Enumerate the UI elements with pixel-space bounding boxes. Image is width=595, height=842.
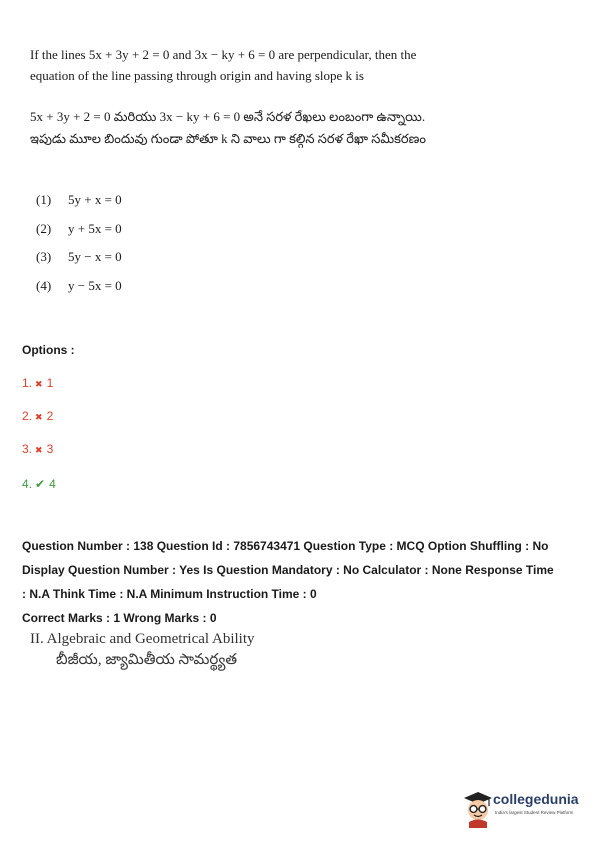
choice-number: (4)	[36, 278, 52, 293]
option-label: 1	[46, 376, 54, 390]
choice-number: (1)	[36, 192, 52, 207]
choice-text: y + 5x = 0	[68, 221, 122, 236]
logo-wordmark: collegedunia	[493, 791, 579, 807]
options-heading: Options :	[22, 343, 75, 357]
logo-tagline: India's largest Student Review Platform	[495, 810, 574, 815]
choice-3	[36, 249, 122, 265]
option-number: 3.	[22, 442, 33, 456]
question-metadata	[22, 534, 582, 630]
choice-number: (3)	[36, 249, 52, 264]
meta-line-3: : N.A Think Time : N.A Minimum Instruction Time : 0	[22, 587, 317, 601]
cross-icon: ✖	[35, 445, 43, 455]
meta-line-2: Display Question Number : Yes Is Question Mandatory : No Calculator : None Response Time	[22, 563, 554, 577]
student-avatar-icon	[461, 788, 495, 828]
check-icon: ✔	[35, 477, 46, 491]
section-title-english: II. Algebraic and Geometrical Ability	[30, 631, 255, 647]
option-number: 2.	[22, 409, 33, 423]
choice-text: y − 5x = 0	[68, 278, 122, 293]
question-english: If the lines 5x + 3y + 2 = 0 and 3x − ky + 6 = 0 are perpendicular, then the equation of the line passing through origin and having slope k is	[30, 47, 417, 83]
option-number: 4.	[22, 477, 33, 491]
option-number: 1.	[22, 376, 33, 390]
option-label: 3	[46, 442, 54, 456]
section-title-telugu: బీజీయ, జ్యామితీయ సామర్థ్యత	[56, 652, 238, 668]
option-label: 2	[46, 409, 54, 423]
answer-option-4[interactable]	[22, 477, 56, 491]
question-telugu: 5x + 3y + 2 = 0 మరియు 3x − ky + 6 = 0 అనే సరళ రేఖలు లంబంగా ఉన్నాయి. ఇపుడు మూల బిందువు గుండా పోతూ k ని వాలు గా కల్గిన సరళ రేఖా సమీకరణం	[30, 109, 426, 146]
choice-text: 5y − x = 0	[68, 249, 122, 264]
collegedunia-logo	[461, 788, 587, 828]
choice-text: 5y + x = 0	[68, 192, 122, 207]
option-label: 4	[49, 477, 56, 491]
choice-4	[36, 278, 122, 294]
choice-number: (2)	[36, 221, 52, 236]
choice-1	[36, 192, 122, 208]
cross-icon: ✖	[35, 379, 43, 389]
cross-icon: ✖	[35, 412, 43, 422]
choice-2	[36, 221, 122, 237]
answer-option-2[interactable]	[22, 409, 53, 423]
meta-line-1: Question Number : 138 Question Id : 7856743471 Question Type : MCQ Option Shuffling : No	[22, 539, 549, 553]
marks-line: Correct Marks : 1 Wrong Marks : 0	[22, 611, 217, 625]
answer-option-3[interactable]	[22, 442, 53, 456]
answer-option-1[interactable]	[22, 376, 53, 390]
